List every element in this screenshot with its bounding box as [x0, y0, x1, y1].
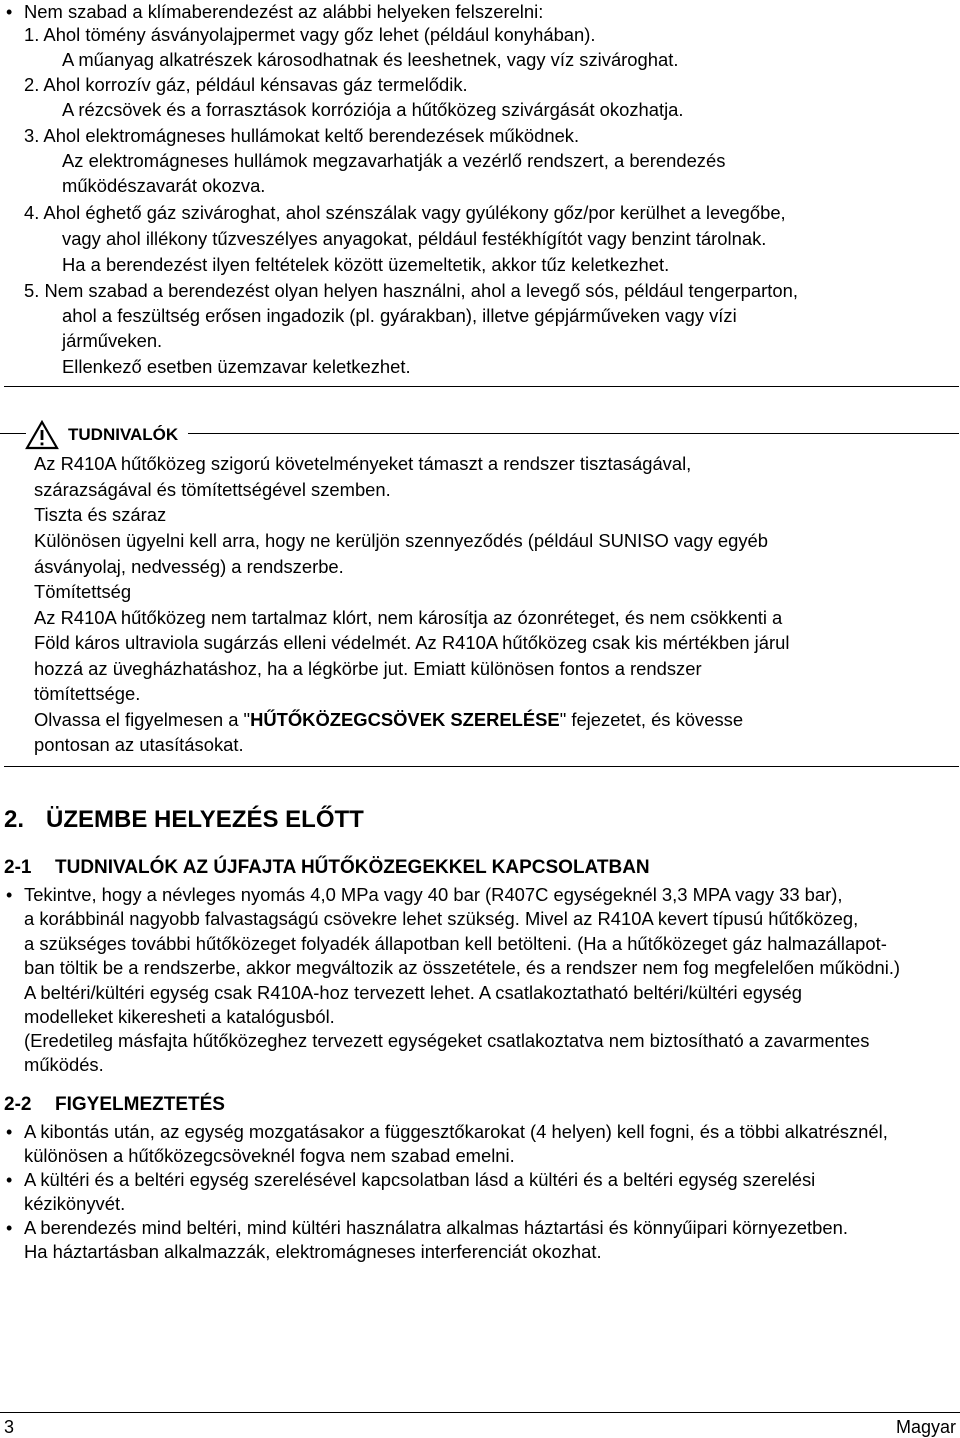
list-line: 2. Ahol korrozív gáz, például kénsavas gáz termelődik.: [24, 74, 468, 95]
notice-rule-right: [188, 433, 959, 434]
notice-line: Tömítettség: [34, 581, 132, 602]
bullet-dot: •: [6, 1170, 13, 1190]
footer-rule: [0, 1412, 960, 1413]
page-number: 3: [4, 1417, 15, 1437]
subsection-number: 2-2: [4, 1094, 32, 1115]
notice-line: tömítettsége.: [34, 683, 141, 704]
paragraph-line: ban töltik be a rendszerbe, akkor megváltozik az összetétele, és a rendszer nem fog megfelelően működni.): [24, 957, 901, 978]
notice-line: pontosan az utasításokat.: [34, 734, 244, 755]
list-line: A rézcsövek és a forrasztások korróziója a hűtőközeg szivárgását okozhatja.: [62, 99, 684, 120]
bullet-dot: •: [6, 885, 13, 905]
notice-line: hozzá az üvegházhatáshoz, ha a légkörbe jut. Emiatt különösen fontos a rendszer: [34, 658, 702, 679]
subsection-title: FIGYELMEZTETÉS: [55, 1094, 225, 1115]
bullet-line: A kibontás után, az egység mozgatásakor a függesztőkarokat (4 helyen) kell fogni, és a többi alkatrésznél,: [24, 1121, 888, 1142]
paragraph-line: működés.: [24, 1054, 104, 1075]
notice-line: szárazságával és tömítettségével szemben.: [34, 479, 391, 500]
bullet-dot: •: [6, 1218, 13, 1238]
list-line: A műanyag alkatrészek károsodhatnak és leeshetnek, vagy víz szivároghat.: [62, 49, 679, 70]
list-line: Ha a berendezést ilyen feltételek között üzemeltetik, akkor tűz keletkezhet.: [62, 254, 670, 275]
section-number: 2.: [4, 806, 25, 833]
footer-language: Magyar: [895, 1417, 956, 1437]
subsection-number: 2-1: [4, 857, 32, 878]
list-line: járműveken.: [62, 330, 163, 351]
list-line: Ellenkező esetben üzemzavar keletkezhet.: [62, 356, 411, 377]
notice-title: TUDNIVALÓK: [68, 425, 179, 444]
bullet-line: különösen a hűtőközegcsöveknél fogva nem szabad emelni.: [24, 1145, 515, 1166]
list-line: 1. Ahol tömény ásványolajpermet vagy gőz lehet (például konyhában).: [24, 24, 596, 45]
intro-text: Nem szabad a klímaberendezést az alábbi helyeken felszerelni:: [24, 1, 544, 22]
paragraph-line: modelleket kikeresheti a katalógusból.: [24, 1006, 335, 1027]
subsection-title: TUDNIVALÓK AZ ÚJFAJTA HŰTŐKÖZEGEKKEL KAPCSOLATBAN: [55, 857, 650, 878]
bullet-line: A kültéri és a beltéri egység szerelésével kapcsolatban lásd a kültéri és a beltéri egység szerelési: [24, 1169, 816, 1190]
list-line: vagy ahol illékony tűzveszélyes anyagokat, például festékhígítót vagy benzint tárolnak.: [62, 228, 767, 249]
chapter-reference: HŰTŐKÖZEGCSÖVEK SZERELÉSE: [250, 709, 560, 730]
bullet-dot: •: [6, 1122, 13, 1142]
notice-rule-left: [0, 433, 26, 434]
notice-line: [34, 709, 743, 731]
warning-icon: [25, 420, 59, 450]
list-line: 5. Nem szabad a berendezést olyan helyen használni, ahol a levegő sós, például tengerparton,: [24, 280, 798, 301]
notice-line: Tiszta és száraz: [34, 504, 167, 525]
section-title: ÜZEMBE HELYEZÉS ELŐTT: [46, 806, 364, 833]
bullet-line: kézikönyvét.: [24, 1193, 126, 1214]
notice-line: Föld káros ultraviola sugárzás elleni védelmét. Az R410A hűtőközeg csak kis mértékben járul: [34, 632, 790, 653]
paragraph-line: a korábbinál nagyobb falvastagságú csövekre lehet szükség. Mivel az R410A kevert típusú hűtőközeg,: [24, 908, 859, 929]
paragraph-line: (Eredetileg másfajta hűtőközeghez tervezett egységeket csatlakoztatva nem biztosítható a zavarmentes: [24, 1030, 870, 1051]
bullet-line: A berendezés mind beltéri, mind kültéri használatra alkalmas háztartási és könnyűipari környezetben.: [24, 1217, 848, 1238]
notice-line: Az R410A hűtőközeg nem tartalmaz klórt, nem károsítja az ózonréteget, és nem csökkenti a: [34, 607, 783, 628]
list-line: működészavarát okozva.: [62, 175, 266, 196]
notice-text: " fejezetet, és kövesse: [559, 709, 744, 730]
notice-line: ásványolaj, nedvesség) a rendszerbe.: [34, 556, 344, 577]
notice-line: Különösen ügyelni kell arra, hogy ne kerüljön szennyeződés (például SUNISO vagy egyéb: [34, 530, 769, 551]
divider: [4, 386, 959, 387]
list-line: ahol a feszültség erősen ingadozik (pl. gyárakban), illetve gépjárműveken vagy vízi: [62, 305, 737, 326]
divider: [4, 766, 959, 767]
list-line: 4. Ahol éghető gáz szivároghat, ahol szénszálak vagy gyúlékony gőz/por kerülhet a levegőbe,: [24, 202, 786, 223]
notice-line: Az R410A hűtőközeg szigorú követelményeket támaszt a rendszer tisztaságával,: [34, 453, 692, 474]
list-line: Az elektromágneses hullámok megzavarhatják a vezérlő rendszert, a berendezés: [62, 150, 726, 171]
bullet-dot: •: [6, 2, 13, 22]
paragraph-line: A beltéri/kültéri egység csak R410A-hoz tervezett lehet. A csatlakoztatható beltéri/kültéri egység: [24, 982, 802, 1003]
paragraph-line: Tekintve, hogy a névleges nyomás 4,0 MPa vagy 40 bar (R407C egységeknél 3,3 MPA vagy 33 bar),: [24, 884, 843, 905]
bullet-line: Ha háztartásban alkalmazzák, elektromágneses interferenciát okozhat.: [24, 1241, 602, 1262]
notice-text: Olvassa el figyelmesen a ": [34, 709, 251, 730]
list-line: 3. Ahol elektromágneses hullámokat keltő berendezések működnek.: [24, 125, 580, 146]
paragraph-line: a szükséges további hűtőközeget folyadék állapotban kell betölteni. (Ha a hűtőközeget gáz halmazállapot-: [24, 933, 887, 954]
